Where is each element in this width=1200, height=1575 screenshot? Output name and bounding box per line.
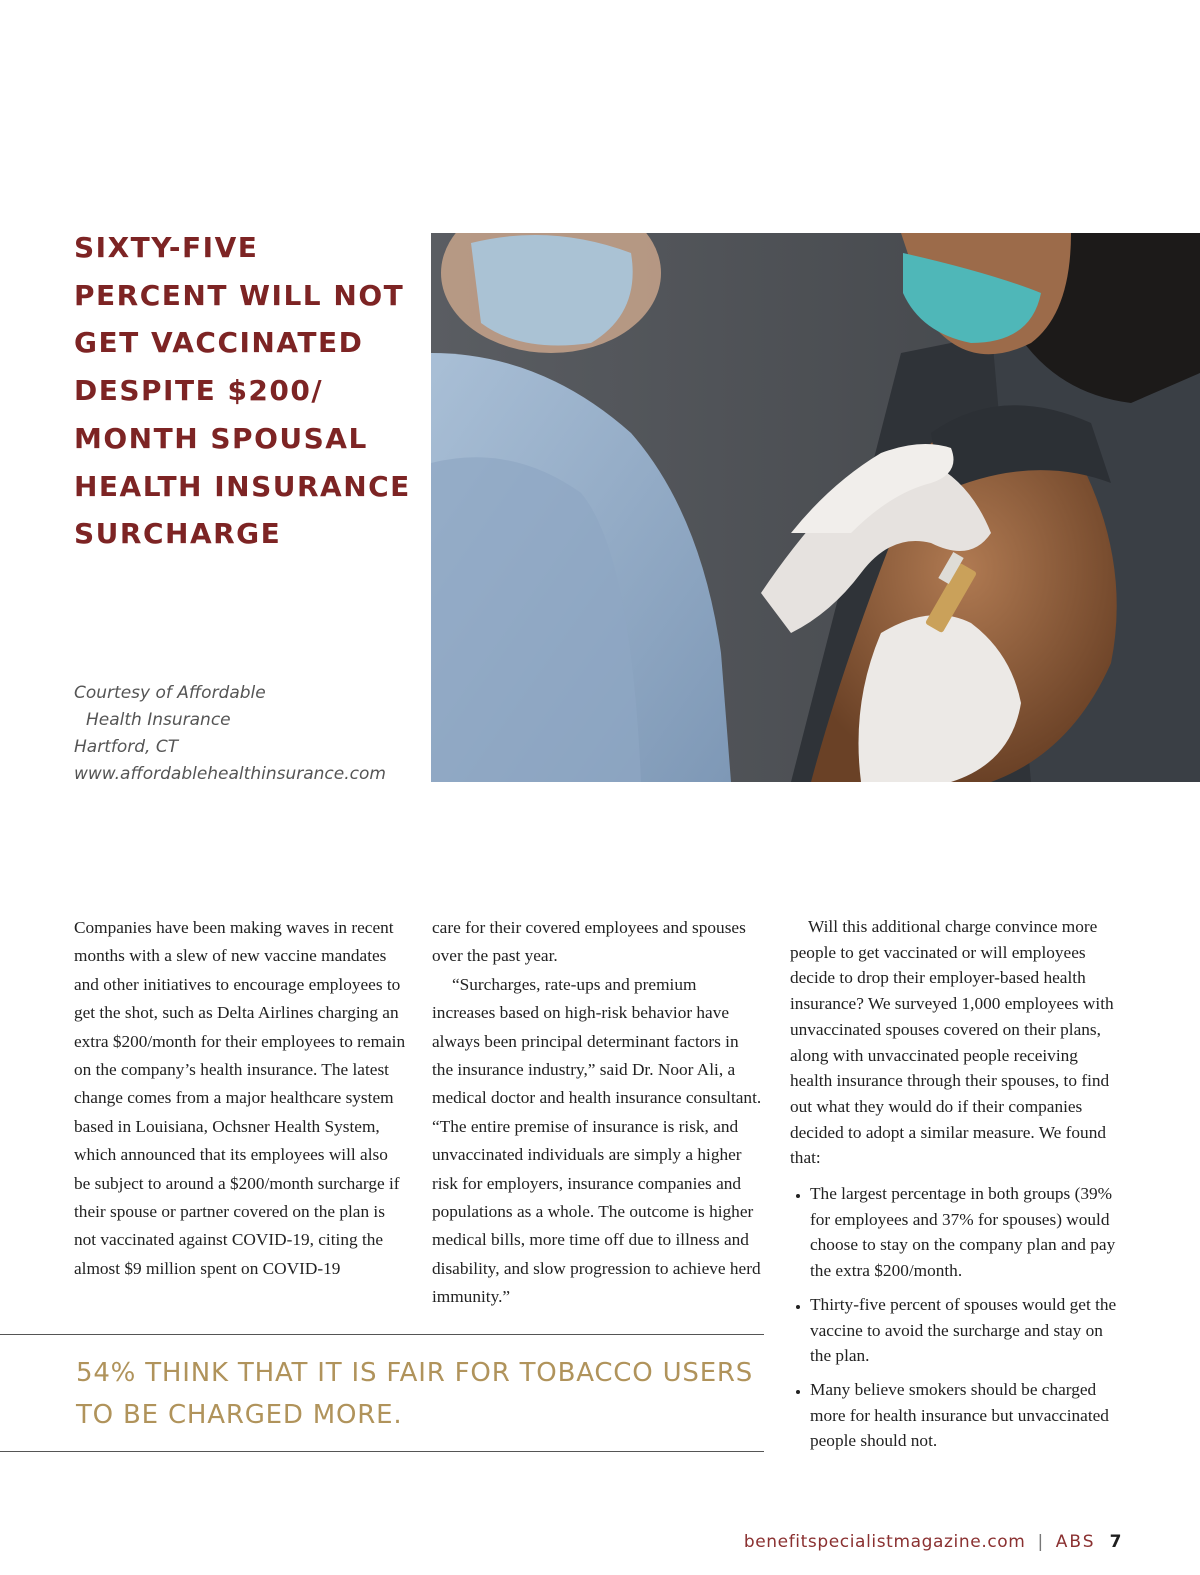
article-credit (74, 680, 419, 788)
article-column-1 (74, 914, 406, 1283)
pullquote: 54% THINK THAT IT IS FAIR FOR TOBACCO USERS TO BE CHARGED MORE. (76, 1358, 754, 1430)
article-column-3 (790, 914, 1124, 1462)
finding-item: • Many believe smokers should be charged more for health insurance but unvaccinated people should not. (810, 1377, 1124, 1454)
page-number: 7 (1109, 1532, 1122, 1552)
quote-paragraph: “Surcharges, rate-ups and premium increases based on high-risk behavior have always been principal determinant factors in the insurance industry,” said Dr. Noor Ali, a medical doctor and health insurance consultant. “The entire premise of insurance is risk, and unvaccinated individuals are simply a higher risk for employers, insurance companies and populations as a whole. The outcome is higher medical bills, more time off due to illness and disability, and slow progression to achieve herd immunity.” (432, 974, 762, 1307)
pullquote-bottom-rule (0, 1451, 764, 1452)
credit-line-website: www.affordablehealthinsurance.com (74, 764, 386, 784)
body-paragraph: Companies have been making waves in recent months with a slew of new vaccine mandates and other initiatives to encourage employees to get the shot, such as Delta Airlines charging an extra $200/month for their employees to remain on the company’s health insurance. The latest change comes from a major healthcare system based in Louisiana, Ochsner Health System, which announced that its employees will also be subject to around a $200/month surcharge if their spouse or partner covered on the plan is not vaccinated against COVID-19, citing the almost $9 million spent on COVID-19 (74, 918, 406, 1278)
credit-line-source: Courtesy of Affordable (74, 683, 266, 703)
finding-item: • Thirty-five percent of spouses would get the vaccine to avoid the surcharge and stay on the plan. (810, 1292, 1124, 1369)
findings-list (790, 1181, 1124, 1454)
footer-publication: ABS (1055, 1532, 1096, 1552)
article-column-2 (432, 914, 764, 1312)
vaccination-photo (431, 233, 1200, 782)
credit-line-company: Health Insurance (86, 710, 231, 730)
pullquote-top-rule (0, 1334, 764, 1335)
finding-item: • The largest percentage in both groups (39% for employees and 37% for spouses) would choose to stay on the company plan and pay the extra $200/month. (810, 1181, 1124, 1284)
article-headline: SIXTY-FIVE PERCENT WILL NOT GET VACCINATED DESPITE $200/ MONTH SPOUSAL HEALTH INSURANCE SURCHARGE (74, 231, 411, 551)
page-footer (744, 1532, 1122, 1552)
footer-separator: | (1037, 1532, 1044, 1552)
body-paragraph: care for their covered employees and spouses over the past year. (432, 918, 746, 966)
body-paragraph: Will this additional charge convince more people to get vaccinated or will employees decide to drop their employer-based health insurance? We surveyed 1,000 employees with unvaccinated spouses covered on their plans, along with unvaccinated people receiving health insurance through their spouses, to find out what they would do if their companies decided to adopt a similar measure. We found that: (790, 917, 1114, 1168)
vaccination-illustration (431, 233, 1200, 782)
credit-line-location: Hartford, CT (74, 737, 179, 757)
footer-website-link[interactable]: benefitspecialistmagazine.com (743, 1532, 1026, 1552)
